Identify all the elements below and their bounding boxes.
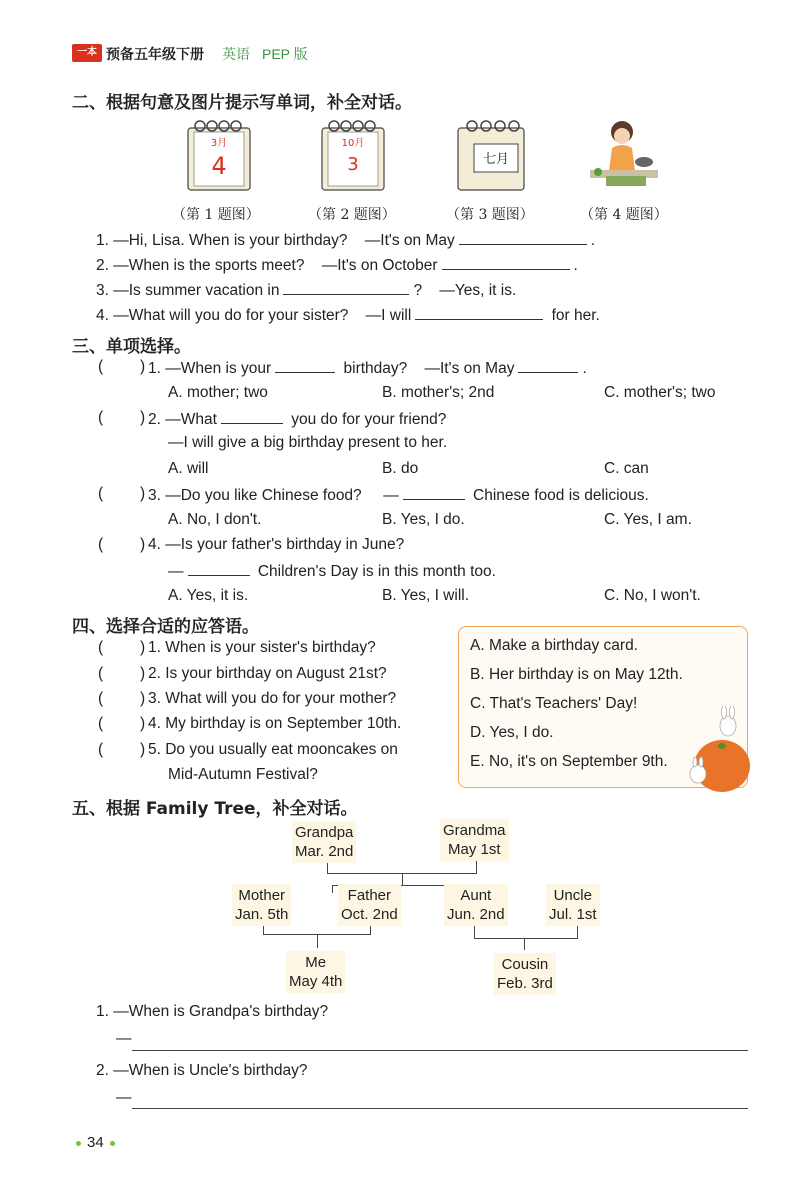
paren-right: ) (140, 741, 146, 758)
answer-blank (403, 485, 465, 500)
s3-q1-option-b: B. mother's; 2nd (382, 384, 495, 401)
s5-answer-dash: — (116, 1089, 132, 1106)
caption-4: （第 4 题图） (580, 207, 668, 223)
s4-question-1: 1. When is your sister's birthday? (148, 639, 376, 656)
s3-q4-option-c: C. No, I won't. (604, 587, 701, 604)
s3-q1-option-a: A. mother; two (168, 384, 268, 401)
paren-left: ( (98, 485, 104, 502)
s4-question-5: 5. Do you usually eat mooncakes on (148, 741, 398, 758)
s5-answer-dash: — (116, 1030, 132, 1047)
s3-q2-option-c: C. can (604, 460, 649, 477)
s2-question-2: 2. —When is the sports meet? —It's on October . (96, 257, 578, 274)
tree-node-uncle: Uncle Jul. 1st (546, 884, 600, 926)
tree-line (476, 860, 477, 874)
answer-blank[interactable] (415, 305, 543, 320)
tree-line (474, 938, 578, 939)
section3-title: 三、单项选择。 (72, 337, 191, 357)
answer-a: A. Make a birthday card. (470, 637, 638, 654)
s5-question-1: 1. —When is Grandpa's birthday? (96, 1003, 329, 1020)
section5-title: 五、根据 Family Tree，补全对话。 (72, 799, 358, 819)
s4-question-5-line2: Mid-Autumn Festival? (168, 766, 318, 783)
book-title: 预备五年级下册 (106, 46, 204, 62)
tree-node-cousin: Cousin Feb. 3rd (494, 953, 556, 995)
cal1-month: 3月 (210, 138, 228, 149)
s2-question-1: 1. —Hi, Lisa. When is your birthday? —It's on May . (96, 232, 596, 249)
caption-3: （第 3 题图） (446, 207, 534, 223)
tree-node-father: Father Oct. 2nd (338, 884, 401, 926)
tree-node-mother: Mother Jan. 5th (232, 884, 291, 926)
paren-left: ( (98, 358, 104, 375)
s2-question-4: 4. —What will you do for your sister? —I will for her. (96, 307, 600, 324)
cal2-month: 10月 (341, 138, 365, 149)
subject-label: 英语 (222, 46, 250, 62)
tree-line (402, 873, 403, 885)
paren-right: ) (140, 409, 146, 426)
s3-question-2: 2. —What you do for your friend? (148, 411, 447, 428)
s3-q4-option-b: B. Yes, I will. (382, 587, 470, 604)
paren-left: ( (98, 639, 104, 656)
s3-q2-option-a: A. will (168, 460, 209, 477)
paren-left: ( (98, 715, 104, 732)
brand-badge: 一本 (72, 44, 102, 62)
s3-question-1: 1. —When is your birthday? —It's on May . (148, 360, 587, 377)
s3-q3-option-b: B. Yes, I do. (382, 511, 465, 528)
paren-right: ) (140, 715, 146, 732)
paren-right: ) (140, 536, 146, 553)
calendar-icon (320, 118, 388, 194)
caption-2: （第 2 题图） (308, 207, 396, 223)
s2-question-3: 3. —Is summer vacation in ? —Yes, it is. (96, 282, 517, 299)
answer-blank (188, 561, 250, 576)
cal3-month: 七月 (482, 152, 510, 167)
s3-question-4: 4. —Is your father's birthday in June? (148, 536, 405, 553)
calendar-icon (186, 118, 254, 194)
tree-node-grandpa: Grandpa Mar. 2nd (292, 821, 356, 863)
s3-q4-option-a: A. Yes, it is. (168, 587, 249, 604)
paren-left: ( (98, 690, 104, 707)
s3-question-4-line2: — Children's Day is in this month too. (168, 563, 496, 580)
paren-left: ( (98, 741, 104, 758)
answer-d: D. Yes, I do. (470, 724, 554, 741)
cal1-day: 4 (211, 152, 227, 180)
paren-right: ) (140, 690, 146, 707)
calendar-icon (456, 118, 528, 194)
answer-blank[interactable] (283, 280, 409, 295)
rabbit-mooncake-icon (684, 706, 756, 796)
paren-right: ) (140, 485, 146, 502)
edition-label: PEP 版 (262, 46, 308, 62)
s3-q2-option-b: B. do (382, 460, 419, 477)
tree-line (317, 934, 318, 948)
tree-node-me: Me May 4th (286, 951, 345, 993)
section4-title: 四、选择合适的应答语。 (72, 617, 259, 637)
paren-right: ) (140, 639, 146, 656)
answer-blank[interactable] (459, 230, 587, 245)
answer-blank (221, 409, 283, 424)
tree-line (474, 924, 475, 938)
cal2-day: 3 (347, 154, 359, 175)
s4-question-2: 2. Is your birthday on August 21st? (148, 665, 387, 682)
answer-blank (518, 358, 578, 373)
answer-blank[interactable] (442, 255, 570, 270)
answer-line[interactable] (132, 1108, 748, 1109)
s3-question-2-line2: —I will give a big birthday present to her. (168, 434, 448, 451)
paren-left: ( (98, 665, 104, 682)
tree-node-grandma: Grandma May 1st (440, 819, 509, 861)
answer-blank (275, 358, 335, 373)
paren-left: ( (98, 536, 104, 553)
section2-title: 二、根据句意及图片提示写单词，补全对话。 (72, 93, 412, 113)
caption-1: （第 1 题图） (172, 207, 260, 223)
paren-right: ) (140, 358, 146, 375)
answer-line[interactable] (132, 1050, 748, 1051)
paren-right: ) (140, 665, 146, 682)
tree-line (577, 924, 578, 938)
paren-left: ( (98, 409, 104, 426)
s3-question-3: 3. —Do you like Chinese food? — Chinese food is delicious. (148, 487, 649, 504)
s3-q3-option-c: C. Yes, I am. (604, 511, 692, 528)
answer-e: E. No, it's on September 9th. (470, 753, 668, 770)
s3-q3-option-a: A. No, I don't. (168, 511, 262, 528)
s4-question-4: 4. My birthday is on September 10th. (148, 715, 402, 732)
tree-line (332, 885, 333, 893)
tree-node-aunt: Aunt Jun. 2nd (444, 884, 508, 926)
answer-c: C. That's Teachers' Day! (470, 695, 638, 712)
s4-question-3: 3. What will you do for your mother? (148, 690, 397, 707)
s3-q1-option-c: C. mother's; two (604, 384, 716, 401)
page-number: 34 (70, 1134, 121, 1151)
s5-question-2: 2. —When is Uncle's birthday? (96, 1062, 308, 1079)
answer-b: B. Her birthday is on May 12th. (470, 666, 683, 683)
cooking-woman-icon (586, 116, 662, 188)
tree-line (524, 938, 525, 950)
